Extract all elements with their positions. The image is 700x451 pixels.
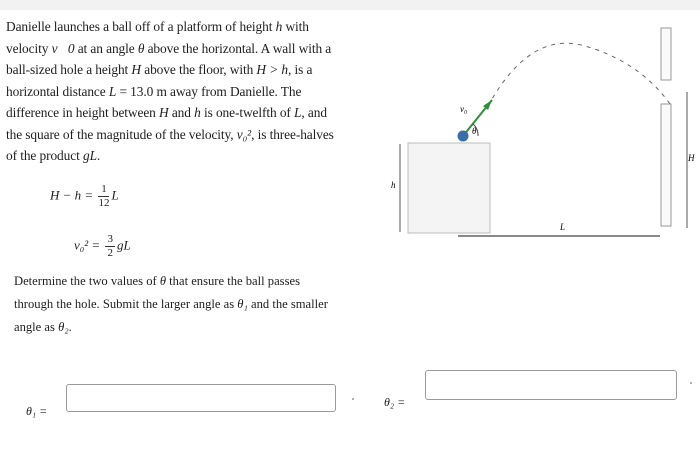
wall-lower-segment [661, 104, 671, 226]
equation-velocity-squared: v₀² = $\frac{3}{2}$ gL [74, 233, 131, 259]
theta2-label: θ₂ = [384, 395, 406, 409]
label-v0: v₀ [460, 104, 468, 114]
question-text: Determine the two values of θ that ensure the ball passes through the hole. Submit the larger angle as θ₁ and the smaller angle as θ₂. [14, 274, 328, 334]
label-H: H [688, 153, 695, 163]
separator-dot-right [690, 382, 692, 384]
label-L: L [560, 222, 566, 232]
equation-height-difference: H − h = $\frac{1}{12}$ L [50, 183, 119, 209]
top-shade-bar [0, 0, 700, 10]
theta2-input[interactable] [425, 370, 677, 400]
wall-upper-segment [661, 28, 671, 80]
fraction-three-halves: $\frac{3}{2}$ [107, 233, 113, 259]
trajectory-path [488, 43, 670, 106]
problem-line-3: ball-sized hole a height H above the floor, with H > h, is a [6, 62, 313, 77]
separator-dot [352, 398, 354, 400]
problem-line-7: of the product gL. [6, 148, 101, 163]
problem-statement [6, 16, 366, 167]
label-theta: θ [472, 126, 477, 136]
problem-line-5: difference in height between H and h is one-twelfth of L, and [6, 105, 327, 120]
theta1-label: θ₁ = [26, 404, 48, 418]
projectile-diagram [380, 18, 695, 243]
fraction-one-twelfth: $\frac{1}{12}$ [98, 183, 110, 209]
problem-line-1: Danielle launches a ball off of a platform of height h with [6, 19, 309, 34]
ball [458, 131, 469, 142]
label-h: h [391, 180, 396, 190]
platform [408, 143, 490, 233]
theta1-input[interactable] [66, 384, 336, 412]
problem-line-2: velocity v⃗0 at an angle θ above the horizontal. A wall with a [6, 40, 332, 56]
problem-line-6: the square of the magnitude of the velocity, v₀², is three-halves [6, 126, 334, 142]
problem-line-4: horizontal distance L = 13.0 m away from Danielle. The [6, 83, 302, 99]
